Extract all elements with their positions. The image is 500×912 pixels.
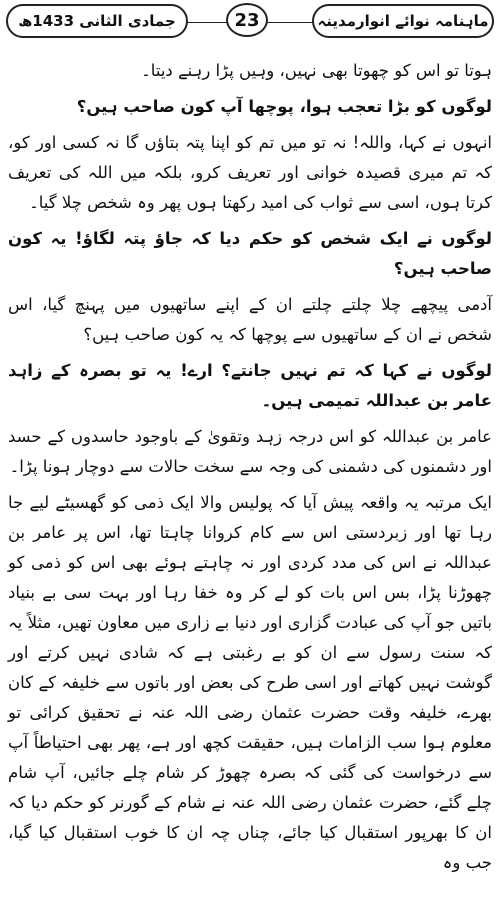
paragraph: لوگوں کو بڑا تعجب ہوا، پوچھا آپ کون صاحب ہیں؟ [76,97,492,116]
paragraph: لوگوں نے کہا کہ تم نہیں جانتے؟ ارے! یہ تو بصرہ کے زاہد عامر بن عبداللہ تمیمی ہیں۔ [8,361,492,410]
issue-date: جمادی الثانی 1433ھ [6,4,188,38]
magazine-title: ماہنامہ نوائے انوارمدینہ [312,4,494,38]
paragraph: آدمی پیچھے چلا چلتے چلتے ان کے اپنے ساتھیوں میں پہنچ گیا، اس شخص نے ان کے ساتھیوں سے پوچھا کہ یہ کون صاحب ہیں؟ [8,295,492,344]
paragraph: انہوں نے کہا، واللہ! نہ تو میں تم کو اپنا پتہ بتاؤں گا نہ کسی اور کو، کہ تم میری قصیدہ خوانی اور تعریف کرو، بلکہ میں اللہ کی تعریف کرتا ہوں، اسی سے ثواب کی امید رکھتا ہوں پھر وہ شخص چلا گیا۔ [8,133,492,212]
article-body [8,56,492,878]
paragraph: ہوتا تو اس کو چھوتا بھی نہیں، وہیں پڑا رہنے دیتا۔ [141,61,492,80]
paragraph: عامر بن عبداللہ کو اس درجہ زہد وتقویٰ کے باوجود حاسدوں کے حسد اور دشمنوں کی دشمنی کی وجہ سے سخت حالات سے دوچار ہونا پڑا۔ [8,427,492,476]
paragraph: ایک مرتبہ یہ واقعہ پیش آیا کہ پولیس والا ایک ذمی کو گھسیٹے لیے جا رہا تھا اور زبردستی اس سے کام کروانا چاہتا تھا، اس پر عامر بن عبداللہ نے اس کی مدد کردی اور نہ چاہتے ہوئے بھی اس کو ذمی کو چھوڑنا پڑا، بس اس بات کو لے کر وہ خفا رہا اور بہت سی بے بنیاد باتیں جو آپ کی عبادت گزاری اور دنیا بے زاری میں معاون تھیں، مثلاً یہ کہ سنت رسول سے ان کو بے رغبتی ہے کہ شادی نہیں کرتے اور گوشت نہیں کھاتے اور اسی طرح کی بعض اور باتوں سے خلیفہ کے کان بھرے، خلیفہ وقت حضرت عثمان رضی اللہ عنہ نے تحقیق کرائی تو معلوم ہوا سب الزامات ہیں، حقیقت کچھ اور ہے، پھر بھی احتیاطاً آپ سے درخواست کی گئی کہ بصرہ چھوڑ کر شام چلے جائیں، آپ شام چلے گئے، حضرت عثمان رضی اللہ عنہ نے شام کے گورنر کو حکم دیا کہ ان کا بھرپور استقبال کیا جائے، چناں چہ ان کا خوب استقبال کیا گیا، جب وہ [8,493,492,872]
paragraph: لوگوں نے ایک شخص کو حکم دیا کہ جاؤ پتہ لگاؤ! یہ کون صاحب ہیں؟ [8,229,492,278]
page-header [0,0,500,46]
page-number: 23 [226,3,268,37]
